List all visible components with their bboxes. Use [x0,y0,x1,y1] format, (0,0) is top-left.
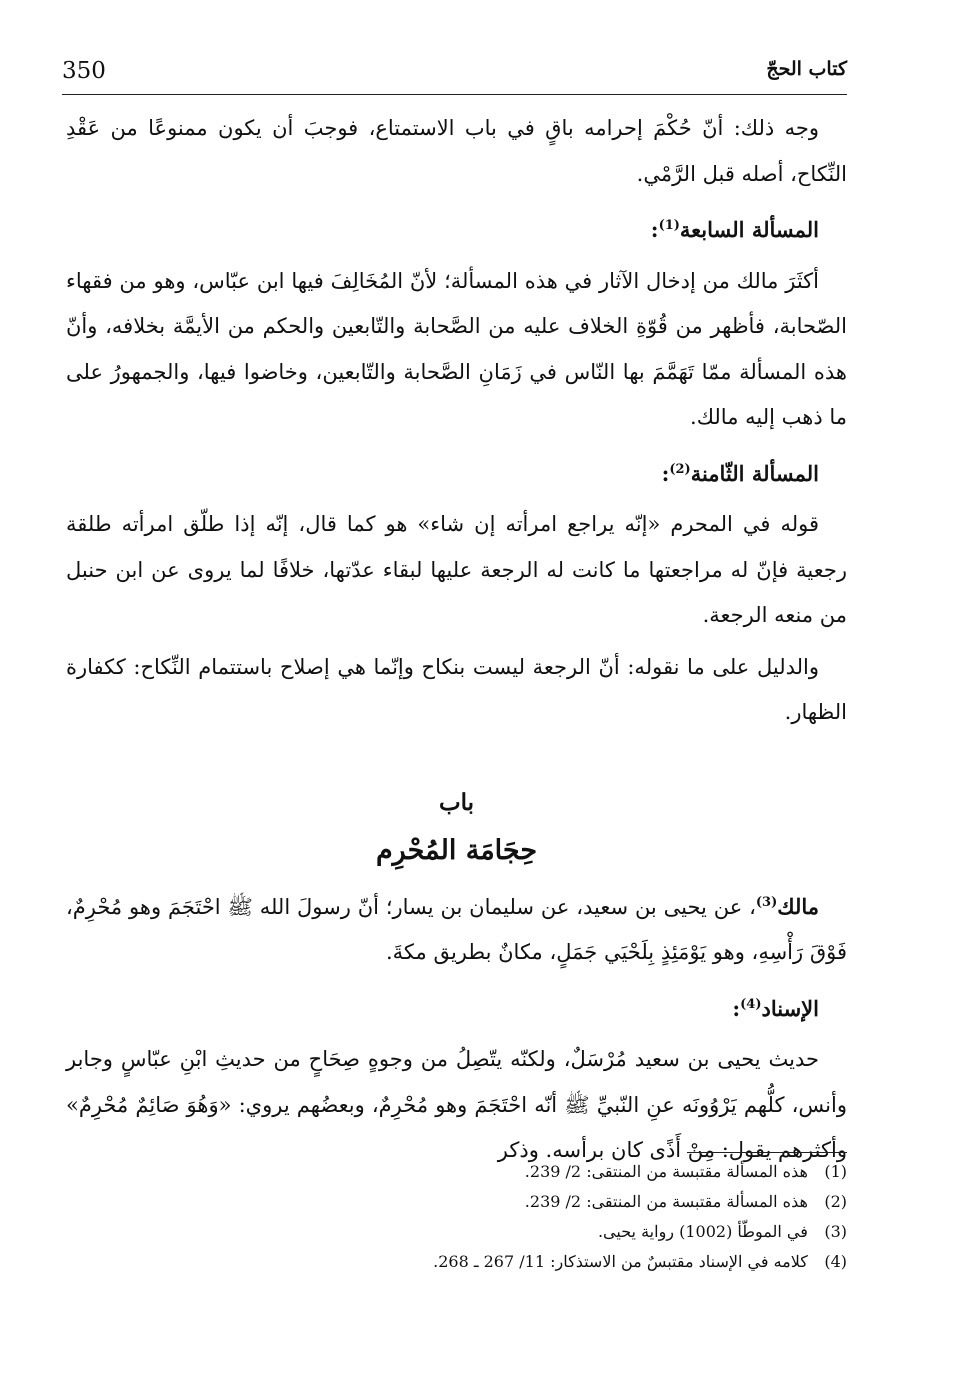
heading-title: المسألة الثّامنة [690,460,819,486]
page-header [62,52,847,95]
chapter-title: حِجَامَة المُحْرِم [375,834,538,866]
footnote-text: في الموطّأ (1002) رواية يحيى. [597,1222,808,1241]
heading-colon: : [650,217,659,242]
footnote-ref: (2) [669,461,691,477]
heading-title: المسألة السابعة [679,217,819,242]
paragraph: والدليل على ما نقوله: أنّ الرجعة ليست بنكاح وإنّما هي إصلاح باستتمام النِّكاح: ككفارة الظهار. [66,654,847,724]
footnote-number: (3) [824,1222,847,1241]
narrator-name: مالك [777,893,819,919]
footnote [66,1247,847,1277]
paragraph: أكثَرَ مالك من إدخال الآثار في هذه المسألة؛ لأنّ المُخَالِفَ فيها ابن عبّاس، وهو من فقهاء الصّحابة، فأظهر من قُوّةِ الخلاف عليه من الصَّحابة والتّابعين والحكم من الأيمَّة بخلافه، وأنّ هذه المسألة ممّا تَهَمَّمَ بها النّاس في زَمَانِ الصَّحابة والتّابعين، وخاضوا فيها، والجمهورُ على ما ذهب إليه مالك. [66,268,847,429]
footnote-ref: (1) [658,218,680,233]
footnote-ref: (3) [755,894,778,910]
running-title: كتاب الحجّ [766,58,847,80]
footnote [66,1217,847,1247]
heading-colon: : [661,460,670,486]
paragraph-text: ، عن يحيى بن سعيد، عن سليمان بن يسار؛ أنّ رسولَ الله ﷺ احْتَجَمَ وهو مُحْرِمٌ، فَوْقَ رَأْسِهِ، وهو يَوْمَئِذٍ بِلَحْيَي جَمَلٍ، مكانٌ بطريق مكةَ. [66,894,847,964]
section-heading [66,447,847,497]
footnote-text: هذه المسألة مقتبسة من المنتقى: 2/ 239. [524,1192,808,1211]
footnote-divider [687,1152,847,1153]
section-heading [66,982,847,1032]
footnote-text: كلامه في الإسناد مقتبسٌ من الاستذكار: 11/ 267 ـ 268. [433,1252,808,1271]
page-number: 350 [62,58,106,84]
footnote-ref: (4) [740,996,762,1012]
paragraph: وجه ذلك: أنّ حُكْمَ إحرامه باقٍ في باب الاستمتاع، فوجبَ أن يكون ممنوعًا من عَقْدِ النِّكاح، أصله قبل الرَّمْي. [66,116,847,186]
main-text [66,106,847,1180]
footnotes [66,1152,847,1277]
chapter-label: باب [438,788,475,816]
footnote-text: هذه المسألة مقتبسة من المنتقى: 2/ 239. [524,1162,808,1181]
paragraph: قوله في المحرم «إنّه يراجع امرأته إن شاء» هو كما قال، إنّه إذا طلّق امرأته طلقة رجعية فإنّ له مراجعتها ما كانت له الرجعة عليها لبقاء عدّتها، خلافًا لما يروى عن ابن حنبل من منعه الرجعة. [66,512,847,627]
heading-colon: : [732,995,741,1021]
heading-title: الإسناد [761,995,819,1021]
footnote [66,1157,847,1187]
section-heading [66,203,847,253]
footnote-number: (2) [824,1192,847,1211]
footnote-number: (1) [824,1162,847,1181]
paragraph: حديث يحيى بن سعيد مُرْسَلٌ، ولكنّه يتّصِلُ من وجوهٍ صِحَاحٍ من حديثِ ابْنِ عبّاسٍ وجابر وأنس، كلُّهم يَرْوُونَه عنِ النّبيِّ ﷺ أنّه احْتَجَمَ وهو مُحْرِمٌ، وبعضُهم يروي: «وَهُوَ صَائِمٌ مُحْرِمٌ» وأكثرهم يقول: مِنْ أَذًى كان برأسه. وذكر [66,1047,847,1162]
paragraph [66,880,847,976]
footnote-number: (4) [824,1252,847,1271]
footnote [66,1187,847,1217]
